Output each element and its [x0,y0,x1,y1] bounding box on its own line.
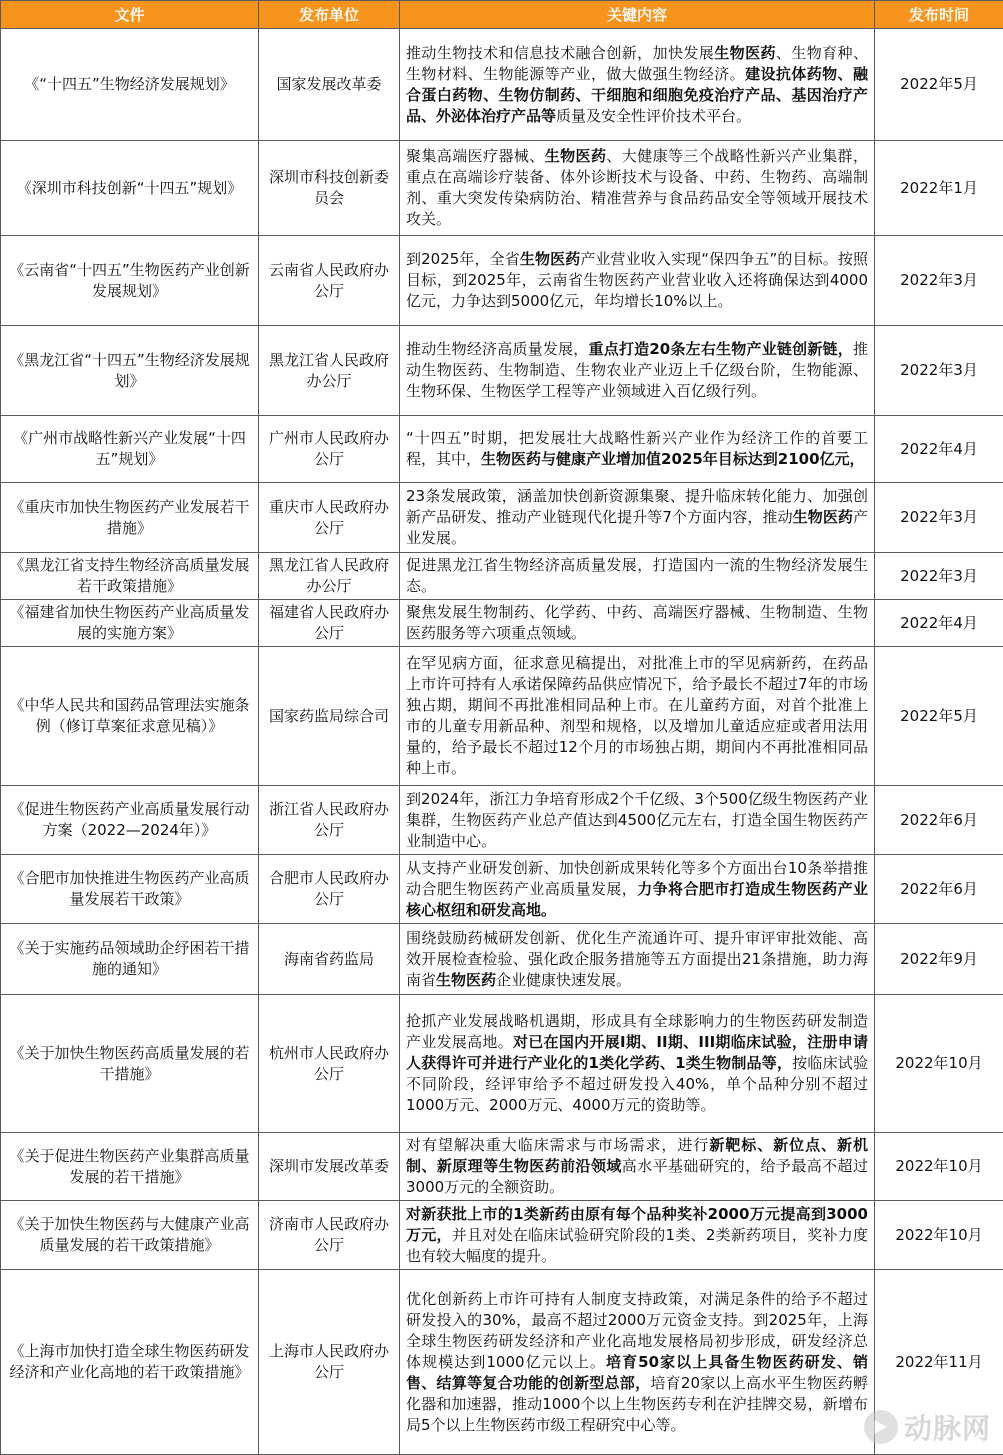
cell-key-content [400,924,875,995]
cell-publisher: 国家发展改革委 [259,29,400,141]
table-header-row [1,1,1003,29]
content-highlight: 培育50家以上具备生物医药研发、销售、结算等复合功能的创新型总部， [406,1352,868,1392]
content-text: 从支持产业研发创新、加快创新成果转化等多个方面出台10条举措推动合肥生物医药产业高质量发展， [406,858,868,898]
cell-publish-date: 2022年4月 [875,416,1003,483]
content-text: 到2024年，浙江力争培育形成2个千亿级、3个500亿级生物医药产业集群，生物医药产业总产值达到4500亿元左右，打造全国生物医药产业制造中心。 [406,789,868,850]
cell-publish-date: 2022年5月 [875,647,1003,786]
content-text: 、大健康等三个战略性新兴产业集群，重点在高端诊疗装备、体外诊断技术与设备、中药、生物药、高端制剂、重大突发传染病防治、精准营养与食品药品安全等领域开展技术攻关。 [406,147,868,228]
cell-publish-date: 2022年6月 [875,786,1003,855]
table-row [1,553,1003,600]
cell-document-title: 《关于实施药品领域助企纾困若干措施的通知》 [1,924,259,995]
cell-key-content [400,1270,875,1455]
cell-publisher: 深圳市科技创新委员会 [259,141,400,236]
cell-publisher: 深圳市发展改革委 [259,1133,400,1201]
cell-publish-date: 2022年3月 [875,553,1003,600]
content-text: 并且对处在临床试验研究阶段的1类、2类新药项目，奖补力度也有较大幅度的提升。 [406,1225,868,1265]
content-text: 按临床试验不同阶段，经评审给予不超过研发投入40%，单个品种分别不超过1000万元、2000万元、4000万元的资助等。 [406,1054,868,1114]
content-highlight: 生物医药 [544,147,607,165]
content-text: 高水平基础研究的，给予最高不超过3000万元的全额资助。 [406,1157,868,1196]
cell-document-title: 《“十四五”生物经济发展规划》 [1,29,259,141]
cell-document-title: 《福建省加快生物医药产业高质量发展的实施方案》 [1,600,259,647]
table-row [1,236,1003,326]
cell-publish-date: 2022年10月 [875,1133,1003,1201]
table-row [1,1133,1003,1201]
cell-publish-date: 2022年3月 [875,236,1003,326]
content-highlight: 力争将合肥市打造成生物医药产业核心枢纽和研发高地。 [406,879,868,919]
header-publish-date: 发布时间 [875,1,1003,29]
cell-key-content [400,326,875,416]
cell-document-title: 《重庆市加快生物医药产业发展若干措施》 [1,483,259,553]
content-highlight: 生物医药与健康产业增加值2025年目标达到2100亿元， [481,450,865,468]
content-highlight: 对已在国内开展I期、II期、III期临床试验，注册申请人获得许可并进行产业化的1类化学药、1类生物制品等， [406,1033,868,1072]
content-text: 聚焦发展生物制药、化学药、中药、高端医疗器械、生物制造、生物医药服务等六项重点领域。 [406,603,868,642]
cell-document-title: 《关于促进生物医药产业集群高质量发展的若干措施》 [1,1133,259,1201]
cell-publish-date: 2022年9月 [875,924,1003,995]
cell-publisher: 海南省药监局 [259,924,400,995]
cell-key-content [400,1133,875,1201]
header-publisher: 发布单位 [259,1,400,29]
content-text: 质量及安全性评价技术平台。 [556,106,752,125]
content-highlight: 生物医药 [436,970,497,989]
cell-document-title: 《黑龙江省“十四五”生物经济发展规划》 [1,326,259,416]
content-text: 聚集高端医疗器械、 [406,147,545,165]
cell-publisher: 济南市人民政府办公厅 [259,1201,400,1270]
cell-document-title: 《云南省“十四五”生物医药产业创新发展规划》 [1,236,259,326]
cell-publish-date: 2022年3月 [875,326,1003,416]
cell-key-content [400,141,875,236]
cell-publish-date: 2022年11月 [875,1270,1003,1455]
cell-publisher: 广州市人民政府办公厅 [259,416,400,483]
cell-document-title: 《黑龙江省支持生物经济高质量发展若干政策措施》 [1,553,259,600]
header-key-content: 关键内容 [400,1,875,29]
cell-document-title: 《深圳市科技创新“十四五”规划》 [1,141,259,236]
cell-document-title: 《广州市战略性新兴产业发展“十四五”规划》 [1,416,259,483]
content-highlight: 生物医药 [792,508,853,526]
cell-key-content [400,600,875,647]
table-row [1,995,1003,1133]
content-highlight: 建设 [745,64,776,83]
cell-document-title: 《关于加快生物医药与大健康产业高质量发展的若干政策措施》 [1,1201,259,1270]
cell-publisher: 合肥市人民政府办公厅 [259,855,400,924]
content-text: 产业营业收入实现“保四争五”的目标。按照目标，到2025年，云南省生物医药产业营业收入还将确保达到4000亿元，力争达到5000亿元，年均增长10%以上。 [406,250,868,310]
cell-key-content [400,647,875,786]
cell-publish-date: 2022年4月 [875,600,1003,647]
table-row [1,647,1003,786]
table-row [1,1201,1003,1270]
cell-publisher: 杭州市人民政府办公厅 [259,995,400,1133]
content-text: “十四五”时期，把发展壮大战略性新兴产业作为经济工作的首要工程，其中， [406,429,868,468]
cell-key-content [400,855,875,924]
content-text: 推动生物医药、生物制造、生物农业产业迈上千亿级台阶，生物能源、生物环保、生物医学工程等产业领域进入百亿级行列。 [406,340,868,400]
content-text: 在罕见病方面，征求意见稿提出，对批准上市的罕见病新药，在药品上市许可持有人承诺保障药品供应情况下，给予最长不超过7年的市场独占期，期间不再批准相同品种上市。在儿童药方面，对首个批准上市的儿童专用新品种、剂型和规格，以及增加儿童适应症或者用法用量的，给予最长不超过12个月的市场独占期，期间内不再批准相同品种上市。 [406,654,868,777]
table-row [1,855,1003,924]
content-text: 23条发展政策，涵盖加快创新资源集聚、提升临床转化能力、加强创新产品研发、推动产业链现代化提升等7个方面内容，推动 [406,487,868,526]
content-highlight: 生物医药 [714,43,776,62]
content-highlight: 重点打造20条左右生物产业链创新链， [588,340,853,358]
cell-document-title: 《合肥市加快推进生物医药产业高质量发展若干政策》 [1,855,259,924]
content-text: 推动生物经济高质量发展， [406,340,589,358]
content-text: 促进黑龙江省生物经济高质量发展，打造国内一流的生物经济发展生态。 [406,556,868,595]
table-row [1,924,1003,995]
content-text: 对有望解决重大临床需求与市场需求，进行 [406,1136,710,1154]
cell-document-title: 《促进生物医药产业高质量发展行动方案（2022—2024年）》 [1,786,259,855]
cell-publisher: 黑龙江省人民政府办公厅 [259,553,400,600]
cell-document-title: 《上海市加快打造全球生物医药研发经济和产业化高地的若干政策措施》 [1,1270,259,1455]
content-text: 推动生物技术和信息技术融合创新，加快发展 [406,43,715,62]
content-text: 围绕鼓励药械研发创新、优化生产流通许可、提升审评审批效能、高效开展检查检验、强化政企服务措施等五方面提出21条措施，助力海南省 [406,928,868,989]
content-highlight: 对新获批上市的1类新药由原有每个品种奖补2000万元提高到3000万元， [406,1204,868,1244]
cell-key-content [400,483,875,553]
content-text: 抢抓产业发展战略机遇期，形成具有全球影响力的生物医药研发制造产业发展高地。 [406,1012,868,1051]
content-highlight: 生物医药 [519,250,581,268]
cell-publish-date: 2022年10月 [875,1201,1003,1270]
cell-publisher: 黑龙江省人民政府办公厅 [259,326,400,416]
table-row [1,600,1003,647]
cell-key-content [400,786,875,855]
cell-key-content [400,236,875,326]
cell-publisher: 浙江省人民政府办公厅 [259,786,400,855]
cell-key-content [400,1201,875,1270]
table-body [1,29,1003,1455]
content-text: 企业健康快速发展。 [496,970,632,989]
cell-publisher: 福建省人民政府办公厅 [259,600,400,647]
cell-publisher: 国家药监局综合司 [259,647,400,786]
cell-publisher: 重庆市人民政府办公厅 [259,483,400,553]
cell-publish-date: 2022年6月 [875,855,1003,924]
brand-logo-icon [864,1410,898,1444]
content-text: 产业发展。 [406,508,868,547]
cell-publish-date: 2022年10月 [875,995,1003,1133]
table-row [1,483,1003,553]
table-row [1,29,1003,141]
cell-publish-date: 2022年3月 [875,483,1003,553]
header-file: 文件 [1,1,259,29]
cell-publisher: 上海市人民政府办公厅 [259,1270,400,1455]
watermark [864,1407,991,1447]
table-row [1,416,1003,483]
cell-publish-date: 2022年1月 [875,141,1003,236]
table-row [1,786,1003,855]
cell-key-content [400,995,875,1133]
table-row [1,1270,1003,1455]
cell-key-content [400,553,875,600]
cell-document-title: 《关于加快生物医药高质量发展的若干措施》 [1,995,259,1133]
content-text: 到2025年，全省 [406,250,520,268]
table-row [1,141,1003,236]
cell-key-content [400,416,875,483]
content-text: 优化创新药上市许可持有人制度支持政策，对满足条件的给予不超过研发投入的30%，最高不超过2000万元资金支持。到2025年，上海全球生物医药研发经济和产业化高地发展格局初步形成，研发经济总体规模达到1000亿元以上。 [406,1289,868,1371]
table-row [1,326,1003,416]
cell-document-title: 《中华人民共和国药品管理法实施条例（修订草案征求意见稿）》 [1,647,259,786]
content-highlight: 抗体药物、融合蛋白药物、生物仿制药、干细胞和细胞免疫治疗产品、基因治疗产品、外泌体治疗产品等 [406,64,868,125]
content-highlight: 新靶标、新位点、新机制、新原理等生物医药前沿领域 [406,1136,868,1175]
content-text: 培育20家以上高水平生物医药孵化器和加速器，推动1000个以上生物医药专利在沪挂牌交易，新增布局5个以上生物医药市级工程研究中心等。 [406,1373,868,1434]
watermark-text: 动脉网 [903,1412,991,1445]
cell-publisher: 云南省人民政府办公厅 [259,236,400,326]
cell-key-content [400,29,875,141]
cell-publish-date: 2022年5月 [875,29,1003,141]
content-text: 、生物育种、生物材料、生物能源等产业，做大做强生物经济。 [406,43,868,83]
